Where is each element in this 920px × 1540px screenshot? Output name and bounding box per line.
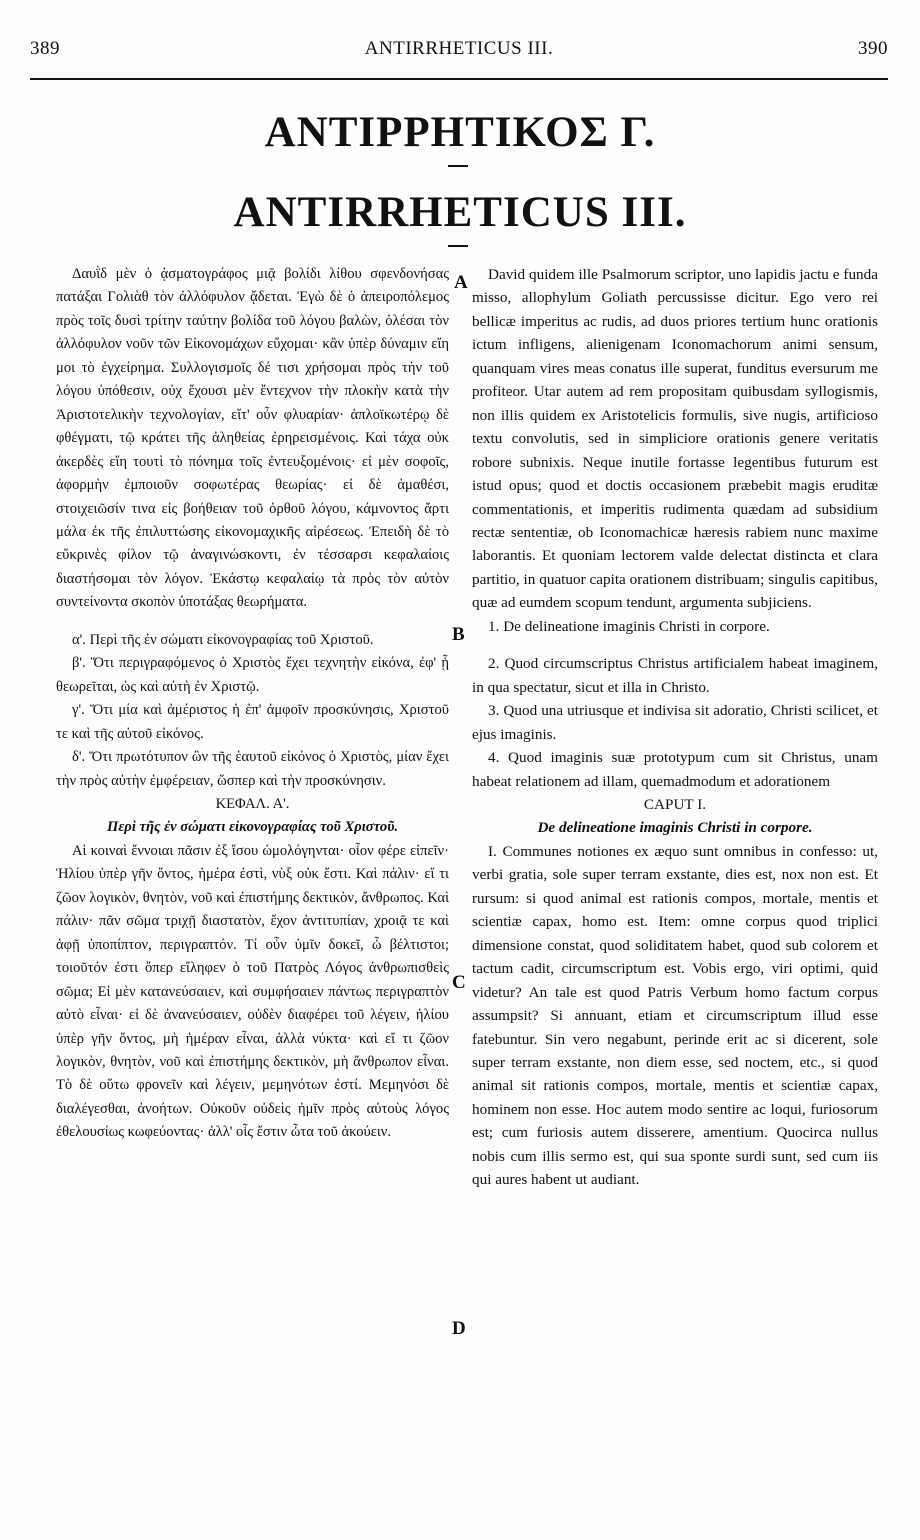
latin-body: I. Communes notiones ex æquo sunt omnibus in confesso: ut, verbi gratia, sole super terram exstante, dies est, nox non est. Et rursum: si quod animal est rationis compos, mortale, mentis et scientiæ capax, homo est. Item: omne corpus quod triplici dimensione constat, quod soliditatem habet, quod sub colorem et tactum cadit, circumscriptum est. Vobis ergo, viri optimi, quid videtur? An tale est quod Patris Verbum homo factum corpus assumpsit? Si annuant, etiam et circumscriptum illud esse fatebuntur. Sin vero negabunt, perinde erit ac si dicerent, sole super terram exstante, non diem esse, sed noctem, etc., si quod animal sit rationis compos, mortale, mentis et scientiæ capax, hominem non esse. Hoc autem modo sentire ac loqui, furiosorum est; cum furiosis autem disserere, amentium. Quocirca nullus nobis cum illis sermo est, qui sua sponte surdi sunt, sed cum iis qui aures habent ut audiant.	[472, 842, 878, 1189]
latin-item-3: 3. Quod una utriusque et indivisa sit adoratio, Christi scilicet, et ejus imaginis.	[472, 702, 878, 743]
running-title: ANTIRRHETICUS III.	[364, 38, 554, 59]
latin-intro: David quidem ille Psalmorum scriptor, uno lapidis jactu e funda misso, allophylum Goliath percussisse dicitur. Ego vero rei bellicæ imperitus ac rudis, ad duos priores tertium hunc orationis ictum infligens, alienigenam Iconomachorum animi sensum, quanquam vires meas conatus ille superat, funditus eversurum me profiteor. Utar autem ad rem propositam quibusdam syllogismis, non illis quidem ex Aristotelicis formulis, sive nugis, artificioso textu convolutis, sed in simpliciore orationis genere veritatis robore subnixis. Neque inutile fortasse legentibus futurum est istud opus; quod et doctis occasionem præbebit magis eruditæ commentationis, et imperitis rudimenta quædam ad subsidium rectæ sententiæ, ob Iconomachicæ hæresis rabiem nunc maxime laborantis. Et quoniam lectorem valde delectat distincta et clara partitio, in quatuor capita orationem distribuam; singulis capitibus, quæ ad eumdem scopum tendunt, argumenta subjiciens.	[472, 266, 878, 612]
greek-item-3: γ'. Ὅτι μία καὶ ἀμέριστος ἡ ἐπ' ἀμφοῖν προσκύνησις, Χριστοῦ τε καὶ τῆς αὐτοῦ εἰκόνος.	[56, 702, 449, 742]
latin-chapter-subtitle: De delineatione imaginis Christi in corpore.	[537, 819, 813, 837]
title-dash	[448, 245, 468, 247]
latin-title: ANTIRRHETICUS III.	[233, 189, 687, 236]
margin-marker-c: C	[452, 972, 466, 993]
margin-marker-d: D	[452, 1318, 466, 1339]
greek-chapter-heading: ΚΕΦΑΛ. Α'.	[215, 795, 290, 812]
greek-title: ΑΝΤΙΡΡΗΤΙΚΟΣ Γ.	[264, 109, 656, 156]
greek-column	[56, 263, 449, 1145]
latin-chapter-heading: CAPUT I.	[643, 795, 707, 813]
latin-item-2: 2. Quod circumscriptus Christus artificialem habeat imaginem, in qua spectatur, sicut et illa in Christo.	[472, 655, 878, 696]
header-rule	[30, 78, 888, 80]
greek-item-1: α'. Περὶ τῆς ἐν σώματι εἰκονογραφίας τοῦ Χριστοῦ.	[72, 631, 374, 648]
title-dash	[448, 165, 468, 167]
greek-body: Αἱ κοιναὶ ἔννοιαι πᾶσιν ἐξ ἴσου ὡμολόγηνται· οἷον φέρε εἰπεῖν· Ἡλίου ὑπὲρ γῆν ὄντος, ἡμέρα ἐστὶ, νὺξ οὐκ ἔστι. Καὶ πάλιν· εἴ τι ζῶον λογικὸν, θνητὸν, νοῦ καὶ ἐπιστήμης δεκτικὸν, ἄνθρωπος. Καὶ πάλιν· πᾶν σῶμα τριχῇ διαστατὸν, ἔχον ἀντιτυπίαν, χροιᾷ τε καὶ ἁφῇ ὑποπίπτον, περιγραπτόν. Τί οὖν ὑμῖν δοκεῖ, ὦ βέλτιστοι; τοιοῦτόν ἐστι ὅπερ εἴληφεν ὁ τοῦ Πατρὸς Λόγος ἀνθρωπισθεὶς σῶμα; Εἰ μὲν κατανεύσαιεν, καὶ συμφήσαιεν πάντως περιγραπτὸν αὐτὸ εἶναι· εἰ δὲ ἀνανεύσαιεν, οὐδὲν διαφέρει τοῦ λέγειν, ἡλίου ὑπὲρ γῆν ὄντος, μὴ ἡμέραν εἶναι, ἀλλὰ νύκτα· καὶ εἴ τι ζῶον λογικὸν, θνητὸν, νοῦ καὶ ἐπιστήμης δεκτικὸν, μὴ ἄνθρωπον εἶναι. Τὸ δὲ οὕτω φρονεῖν καὶ λέγειν, μεμηνότων ἐστί. Μεμηνόσι δὲ διαλέγεσθαι, ἀνοήτων. Οὐκοῦν οὐδεὶς ἡμῖν πρὸς αὐτοὺς λόγος ἐθελουσίως κωφεύοντας· ἀλλ' οἷς ἔστιν ὦτα τοῦ ἀκούειν.	[56, 842, 449, 1141]
page-number-left: 389	[30, 38, 60, 59]
running-header	[30, 38, 888, 62]
greek-item-2: β'. Ὅτι περιγραφόμενος ὁ Χριστὸς ἔχει τεχνητὴν εἰκόνα, ἐφ' ᾗ θεωρεῖται, ὡς καὶ αὐτὴ ἐν Χριστῷ.	[56, 655, 449, 695]
latin-item-1: 1. De delineatione imaginis Christi in corpore.	[488, 617, 770, 635]
greek-intro: Δαυῒδ μὲν ὁ ᾀσματογράφος μιᾷ βολίδι λίθου σφενδονήσας πατάξαι Γολιὰθ τὸν ἀλλόφυλον ᾄδεται. Ἐγὼ δὲ ὁ ἀπειροπόλεμος πρὸς τοῖς δυσὶ τρίτην ταύτην βολίδα τοῦ λόγου βαλὼν, ὀλέσαι τὸν ἀλλόφυλον νοῦν τῶν Εἰκονομάχων εὔχομαι· κἂν ὑπὲρ δύναμιν εἴη μοι τὸ ἐγχείρημα. Συλλογισμοῖς δέ τισι χρήσομαι πρὸς τὴν τοῦ λόγου ὑπόθεσιν, οὐχ ἔχουσι μὲν ἔντεχνον τὴν πλοκὴν κατὰ τὴν Ἀριστοτελικὴν τεχνολογίαν, εἴτ' οὖν φλυαρίαν· ἁπλοϊκωτέρῳ δὲ φθέγματι, τῷ κράτει τῆς ἀληθείας ἐρηρεισμένοις. Καὶ τάχα οὐκ ἀκερδὲς εἴη τουτὶ τὸ πόνημα τοῖς ἐντευξομένοις· εἰ μὲν σοφοῖς, ἀφορμὴν ἐμποιοῦν σοφωτέρας θεωρίας· εἰ δὲ ἀμαθέσι, στοιχειῶσίν τινα εἰς βοήθειαν τοῦ ὀρθοῦ λόγου, κάμνοντος ἄρτι μάλα ἐκ τῆς ἐπιλυττώσης εἰκονομαχικῆς αἱρέσεως. Ἐπειδὴ δὲ τὸ εὔκρινὲς φίλον τῷ ἀναγινώσκοντι, ἐν τέσσαρσι κεφαλαίοις διαστήσομαι τὸν λόγον. Ἑκάστῳ κεφαλαίῳ τὰ πρὸς τὸν αὐτὸν συντείνοντα σκοπὸν ὑποτάξας θεωρήματα.	[56, 266, 449, 611]
latin-item-4: 4. Quod imaginis suæ prototypum cum sit Christus, unam habeat relationem ad illam, quemadmodum et adorationem	[472, 749, 878, 790]
margin-marker-b: B	[452, 624, 465, 645]
greek-item-4: δ'. Ὅτι πρωτότυπον ὢν τῆς ἑαυτοῦ εἰκόνος ὁ Χριστὸς, μίαν ἔχει τὴν πρὸς αὐτὴν ἐμφέρειαν, ὥσπερ καὶ τὴν προσκύνησιν.	[56, 749, 449, 789]
greek-chapter-subtitle: Περὶ τῆς ἐν σώματι εἰκονογραφίας τοῦ Χριστοῦ.	[106, 819, 399, 836]
page-number-right: 390	[858, 38, 888, 59]
latin-column	[472, 263, 878, 1192]
margin-marker-a: A	[454, 272, 468, 293]
